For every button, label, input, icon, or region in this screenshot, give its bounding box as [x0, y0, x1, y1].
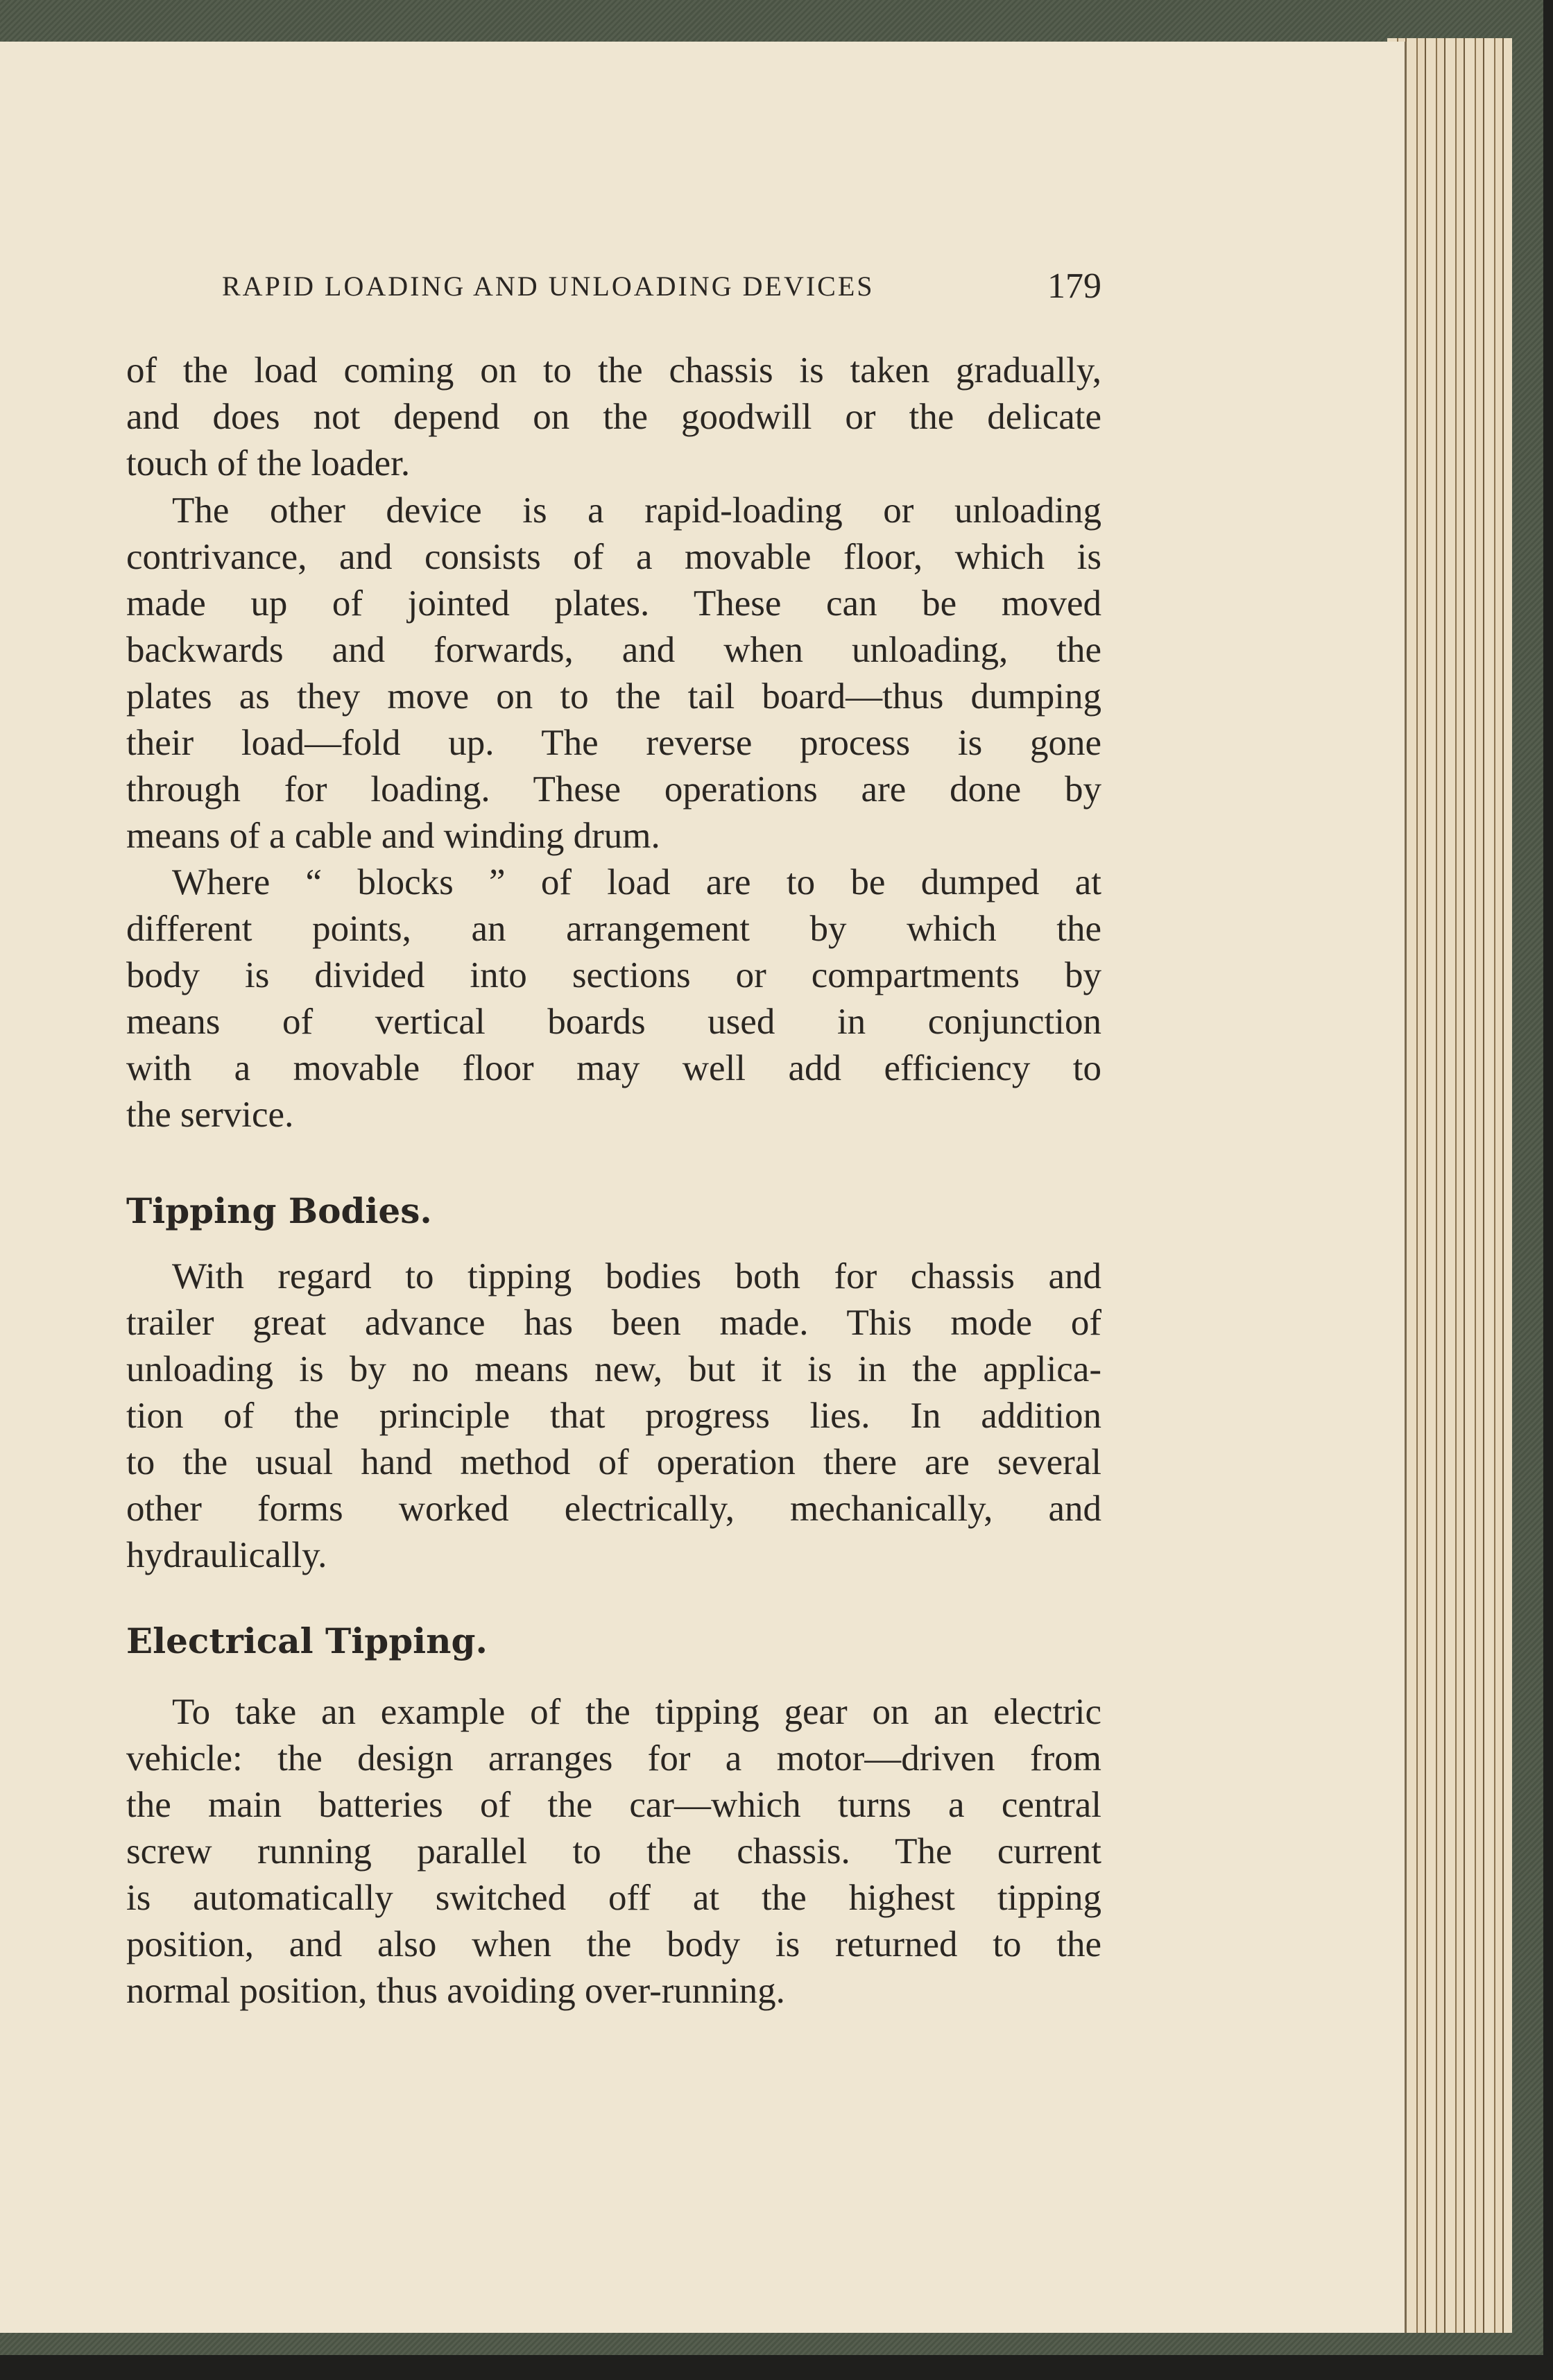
text-line: contrivance, and consists of a movable floor, which is [126, 537, 1101, 577]
text-line: With regard to tipping bodies both for chassis and [172, 1256, 1101, 1296]
text-line: to the usual hand method of operation there are several [126, 1442, 1101, 1482]
text-line: made up of jointed plates. These can be moved [126, 583, 1101, 624]
text-line: The other device is a rapid-loading or unloading [172, 490, 1101, 531]
text-line: body is divided into sections or compartments by [126, 955, 1101, 995]
text-line: tion of the principle that progress lies. In addition [126, 1396, 1101, 1436]
text-line: means of vertical boards used in conjunction [126, 1002, 1101, 1042]
page-number: 179 [1047, 266, 1101, 306]
text-line: the main batteries of the car—which turns a central [126, 1785, 1101, 1825]
text-line: hydraulically. [126, 1535, 327, 1575]
text-line: and does not depend on the goodwill or the delicate [126, 397, 1101, 437]
text-line: plates as they move on to the tail board—thus dumping [126, 676, 1101, 717]
page-edges [1387, 38, 1512, 2333]
text-line: their load—fold up. The reverse process is gone [126, 723, 1101, 763]
text-line: the service. [126, 1095, 294, 1135]
paragraph-electrical-tipping [126, 1689, 1101, 2014]
running-header [222, 263, 1101, 309]
running-title: RAPID LOADING AND UNLOADING DEVICES [222, 271, 875, 302]
text-line: means of a cable and winding drum. [126, 816, 660, 856]
text-line: backwards and forwards, and when unloading, the [126, 630, 1101, 670]
text-line: of the load coming on to the chassis is taken gradually, [126, 350, 1101, 391]
text-line: normal position, thus avoiding over-running. [126, 1971, 785, 2011]
text-line: different points, an arrangement by which the [126, 909, 1101, 949]
paragraph-blocks-of-load [126, 859, 1101, 1138]
paragraph-continued [126, 348, 1101, 487]
text-line: is automatically switched off at the highest tipping [126, 1878, 1101, 1918]
text-line: touch of the loader. [126, 443, 411, 483]
text-line: screw running parallel to the chassis. The current [126, 1831, 1101, 1872]
text-line: vehicle: the design arranges for a motor—driven from [126, 1738, 1101, 1779]
text-line: with a movable floor may well add efficiency to [126, 1048, 1101, 1088]
text-line: through for loading. These operations are done by [126, 769, 1101, 810]
section-heading-electrical-tipping: Electrical Tipping. [126, 1620, 488, 1661]
text-line: To take an example of the tipping gear on an electric [172, 1692, 1101, 1732]
text-line: unloading is by no means new, but it is in the applica- [126, 1349, 1101, 1389]
text-line: Where “ blocks ” of load are to be dumped at [172, 862, 1101, 902]
text-line: position, and also when the body is returned to the [126, 1924, 1101, 1964]
paragraph-movable-floor [126, 488, 1101, 859]
text-line: trailer great advance has been made. This mode of [126, 1303, 1101, 1343]
paragraph-tipping-bodies [126, 1253, 1101, 1579]
text-line: other forms worked electrically, mechanically, and [126, 1489, 1101, 1529]
section-heading-tipping-bodies: Tipping Bodies. [126, 1190, 432, 1231]
